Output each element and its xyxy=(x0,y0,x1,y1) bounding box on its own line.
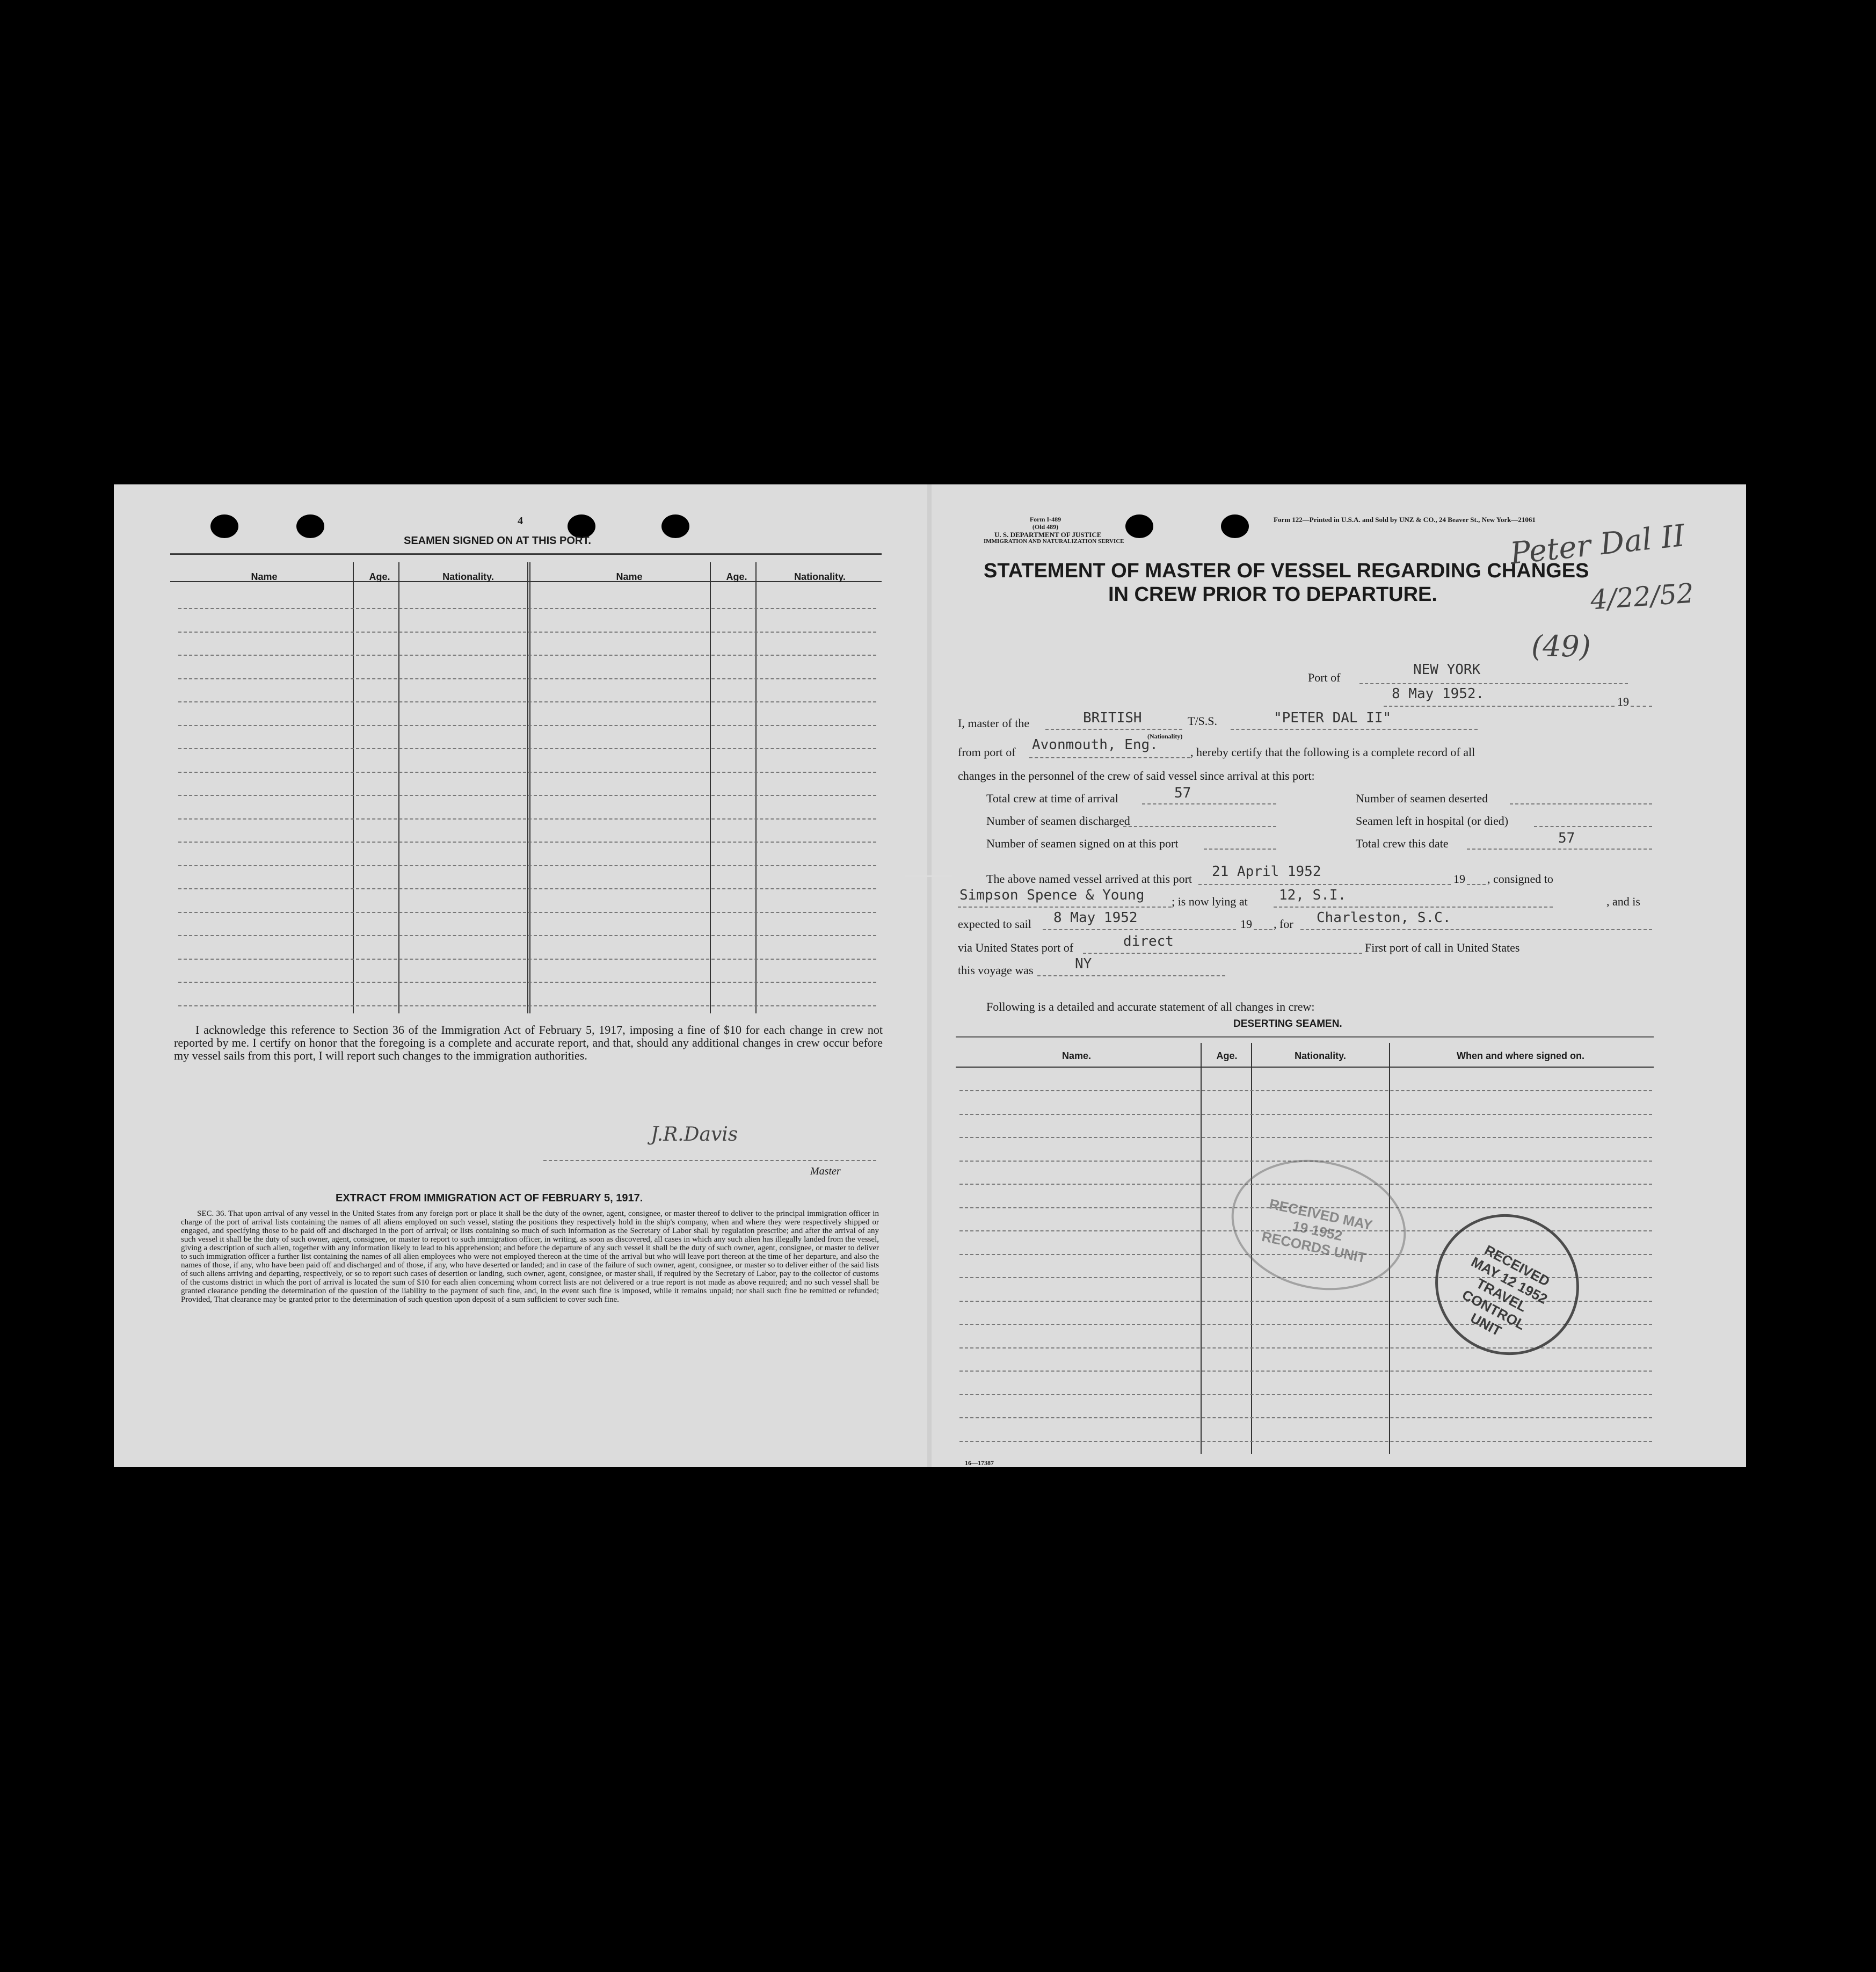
table-row xyxy=(178,842,876,843)
table-row xyxy=(959,1114,1652,1115)
certification-text: I acknowledge this reference to Section 36 of the Immigration Act of February 5, 1917, imposing a fine of $10 for each change in crew not reported by me. I certify on honor that the foregoing is a complete and accurate report, and that, should any additional changes in crew occur before my vessel sails from this port, I will report such changes to the immigration authorities. xyxy=(174,1023,883,1062)
rule xyxy=(956,1036,1654,1038)
for-value: Charleston, S.C. xyxy=(1317,910,1451,926)
field-line xyxy=(1510,803,1652,804)
table-row xyxy=(178,865,876,866)
table-row xyxy=(959,1417,1652,1418)
arrived-label: The above named vessel arrived at this port xyxy=(986,872,1193,886)
form-title-line2: IN CREW PRIOR TO DEPARTURE. xyxy=(1108,583,1437,606)
table-row xyxy=(178,701,876,702)
field-line xyxy=(1467,884,1486,885)
right-page xyxy=(930,484,1746,1467)
extract-text: SEC. 36. That upon arrival of any vessel in the United States from any foreign port or place it shall be the duty of the owner, agent, consignee, or master thereof to deliver to the principal immigration officer in charge of the port of arrival lists containing the names of all aliens employed on such vessel, stating the positions they respectively hold in the ship's company, when and where they were respectively shipped or engaged, and specifying those to be paid off and discharged in the port of arrival; or lists containing so much of such information as the Secretary of Labor shall by regulation prescribe; and after the arrival of any such vessel it shall be the duty of such owner, agent, consignee, or master to report to such immigration officer, in writing, as soon as discovered, all cases in which any such alien has illegally landed from the vessel, giving a description of such alien, together with any information likely to lead to his apprehension; and before the departure of any such vessel it shall be the duty of such owner, agent, consignee, or master to deliver to such immigration officer a further list containing the names of all alien employees who were not employed thereon at the time of the arrival but who will leave port thereon at the time of her departure, and also the names of those, if any, who have been paid off and discharged and of those, if any, who have deserted or landed; and in case of the failure of such owner, agent, consignee, or master so to deliver either of the said lists of such aliens arriving and departing, respectively, or so to report such cases of desertion or landing, such owner, agent, consignee, or master shall, if required by the Secretary of Labor, pay to the collector of customs of the customs district in which the port of arrival is located the sum of $10 for each alien concerning whom correct lists are not delivered or a true report is not made as above required; and no such vessel shall be granted clearance pending the determination of the question of the liability to the payment of such fine, and, in the event such fine is imposed, while it remains unpaid; nor shall such fine be remitted or refunded; Provided, That clearance may be granted prior to the determination of such question upon deposit of a sum sufficient to cover such fine. xyxy=(181,1209,879,1304)
field-line xyxy=(1083,953,1362,954)
following-text: Following is a detailed and accurate statement of all changes in crew: xyxy=(986,1000,1315,1013)
field-line xyxy=(1142,803,1276,804)
field-line xyxy=(1300,929,1652,930)
consigned-label: , consigned to xyxy=(1487,872,1553,886)
document-scan xyxy=(114,484,1746,1467)
expected-value: 8 May 1952 xyxy=(1053,910,1138,926)
col-header-age: Age. xyxy=(369,571,390,582)
total-crew-arrival-value: 57 xyxy=(1174,785,1191,801)
nationality-value: BRITISH xyxy=(1083,710,1142,726)
table-row xyxy=(178,818,876,820)
table-row xyxy=(178,795,876,796)
table-row xyxy=(959,1441,1652,1442)
port-value: NEW YORK xyxy=(1413,662,1481,678)
left-page xyxy=(114,484,930,1467)
port-label: Port of xyxy=(1308,671,1341,684)
field-line xyxy=(1467,849,1652,850)
punch-hole xyxy=(1125,514,1153,538)
column-divider xyxy=(398,562,399,1013)
field-line xyxy=(1037,975,1225,976)
voyage-label: this voyage was xyxy=(958,963,1034,977)
hospital-label: Seamen left in hospital (or died) xyxy=(1356,814,1509,828)
col-header-nationality: Nationality. xyxy=(1295,1050,1346,1061)
handwritten-date-note: 4/22/52 xyxy=(1589,577,1695,616)
field-line xyxy=(1045,729,1182,730)
field-line xyxy=(1274,907,1553,908)
consignee-value: Simpson Spence & Young xyxy=(959,887,1145,903)
vessel-type: T/S.S. xyxy=(1188,714,1218,728)
nationality-label: (Nationality) xyxy=(1147,733,1183,740)
table-row xyxy=(959,1347,1652,1349)
field-line xyxy=(1359,683,1628,684)
field-line xyxy=(1231,729,1478,730)
col-header-when-where: When and where signed on. xyxy=(1456,1050,1585,1061)
total-crew-arrival-label: Total crew at time of arrival xyxy=(986,792,1118,805)
field-line xyxy=(1198,884,1451,885)
scan-mark xyxy=(905,875,952,877)
field-line xyxy=(1123,826,1276,827)
vessel-name: "PETER DAL II" xyxy=(1274,710,1392,726)
via-label: via United States port of xyxy=(958,941,1074,954)
table-row xyxy=(178,1005,876,1006)
expected-label: expected to sail xyxy=(958,917,1031,931)
from-port-value: Avonmouth, Eng. xyxy=(1032,737,1158,753)
col-header-age: Age. xyxy=(1216,1050,1238,1061)
year-prefix: 19 xyxy=(1617,695,1629,708)
column-divider xyxy=(353,562,354,1013)
field-line xyxy=(1534,826,1652,827)
punch-hole xyxy=(1221,514,1249,538)
from-port-label: from port of xyxy=(958,745,1016,759)
table-row xyxy=(178,748,876,749)
form-title-line1: STATEMENT OF MASTER OF VESSEL REGARDING CHANGES xyxy=(984,560,1589,582)
table-row xyxy=(178,888,876,889)
table-row xyxy=(178,982,876,983)
table-row xyxy=(178,912,876,913)
col-header-nationality: Nationality. xyxy=(442,571,494,582)
date-value: 8 May 1952. xyxy=(1392,686,1485,702)
left-heading: SEAMEN SIGNED ON AT THIS PORT. xyxy=(404,535,591,547)
column-divider xyxy=(755,562,757,1013)
master-signature: J.R.Davis xyxy=(651,1123,738,1146)
service: IMMIGRATION AND NATURALIZATION SERVICE xyxy=(984,538,1124,545)
col-header-age: Age. xyxy=(726,571,747,582)
stamp-text: RECEIVED MAY 19 1952 RECORDS UNIT xyxy=(1260,1195,1374,1266)
stamp-text: RECEIVED MAY 12 1952 TRAVEL CONTROL UNIT xyxy=(1459,1242,1553,1339)
form-old: (Old 489) xyxy=(1032,523,1059,531)
table-row xyxy=(959,1394,1652,1395)
extract-title: EXTRACT FROM IMMIGRATION ACT OF FEBRUARY 5, 1917. xyxy=(336,1192,643,1204)
form-number: Form I-489 xyxy=(1029,516,1061,523)
table-row xyxy=(178,632,876,633)
signature-line xyxy=(543,1160,876,1161)
table-row xyxy=(959,1090,1652,1091)
total-crew-date-value: 57 xyxy=(1558,830,1575,846)
table-row xyxy=(178,678,876,679)
received-stamp-records xyxy=(1219,1144,1418,1306)
field-line xyxy=(1029,757,1190,758)
table-row xyxy=(178,655,876,656)
and-is-label: , and is xyxy=(1606,895,1640,908)
column-divider xyxy=(710,562,711,1013)
table-row xyxy=(178,608,876,609)
field-line xyxy=(1384,706,1615,707)
table-row xyxy=(178,772,876,773)
deserting-heading: DESERTING SEAMEN. xyxy=(1233,1018,1342,1030)
rule xyxy=(170,553,882,555)
master-label: Master xyxy=(810,1165,841,1177)
table-row xyxy=(178,959,876,960)
year-prefix: 19 xyxy=(1240,917,1252,931)
certify-text: , hereby certify that the following is a complete record of all xyxy=(1190,745,1475,759)
discharged-label: Number of seamen discharged xyxy=(986,814,1130,828)
table-row xyxy=(959,1371,1652,1372)
footer-code: 16—17387 xyxy=(965,1459,994,1467)
year-prefix: 19 xyxy=(1453,872,1465,886)
col-header-name: Name xyxy=(616,571,643,582)
handwritten-number-note: (49) xyxy=(1531,629,1591,663)
for-label: , for xyxy=(1274,917,1293,931)
col-header-name: Name xyxy=(251,571,278,582)
via-value: direct xyxy=(1123,933,1174,949)
signed-on-label: Number of seamen signed on at this port xyxy=(986,837,1179,850)
column-divider xyxy=(527,562,530,1013)
field-line xyxy=(1204,849,1276,850)
voyage-value: NY xyxy=(1075,956,1092,972)
field-line xyxy=(1043,929,1236,930)
first-port-label: First port of call in United States xyxy=(1365,941,1520,954)
column-divider xyxy=(1201,1043,1202,1454)
page-number: 4 xyxy=(518,515,523,527)
table-row xyxy=(178,725,876,726)
punch-hole xyxy=(210,514,238,538)
arrived-value: 21 April 1952 xyxy=(1212,864,1321,880)
rule xyxy=(956,1067,1654,1068)
printer-line: Form 122—Printed in U.S.A. and Sold by UNZ & CO., 24 Beaver St., New York—21061 xyxy=(1274,516,1536,524)
deserted-label: Number of seamen deserted xyxy=(1356,792,1488,805)
lying-value: 12, S.I. xyxy=(1279,887,1347,903)
table-row xyxy=(178,935,876,936)
department: U. S. DEPARTMENT OF JUSTICE xyxy=(994,531,1102,539)
punch-hole xyxy=(661,514,689,538)
punch-hole xyxy=(296,514,324,538)
field-line xyxy=(1254,929,1273,930)
lying-label: ; is now lying at xyxy=(1172,895,1248,908)
table-row xyxy=(959,1137,1652,1138)
col-header-name: Name. xyxy=(1061,1050,1092,1061)
handwritten-vessel-note: Peter Dal II xyxy=(1508,518,1687,571)
certify-text-2: changes in the personnel of the crew of said vessel since arrival at this port: xyxy=(958,769,1315,782)
col-header-nationality: Nationality. xyxy=(794,571,846,582)
field-line xyxy=(1631,706,1652,707)
received-stamp-travel-control xyxy=(1410,1189,1604,1380)
field-line xyxy=(958,907,1172,908)
master-of-label: I, master of the xyxy=(958,716,1030,730)
total-crew-date-label: Total crew this date xyxy=(1356,837,1449,850)
